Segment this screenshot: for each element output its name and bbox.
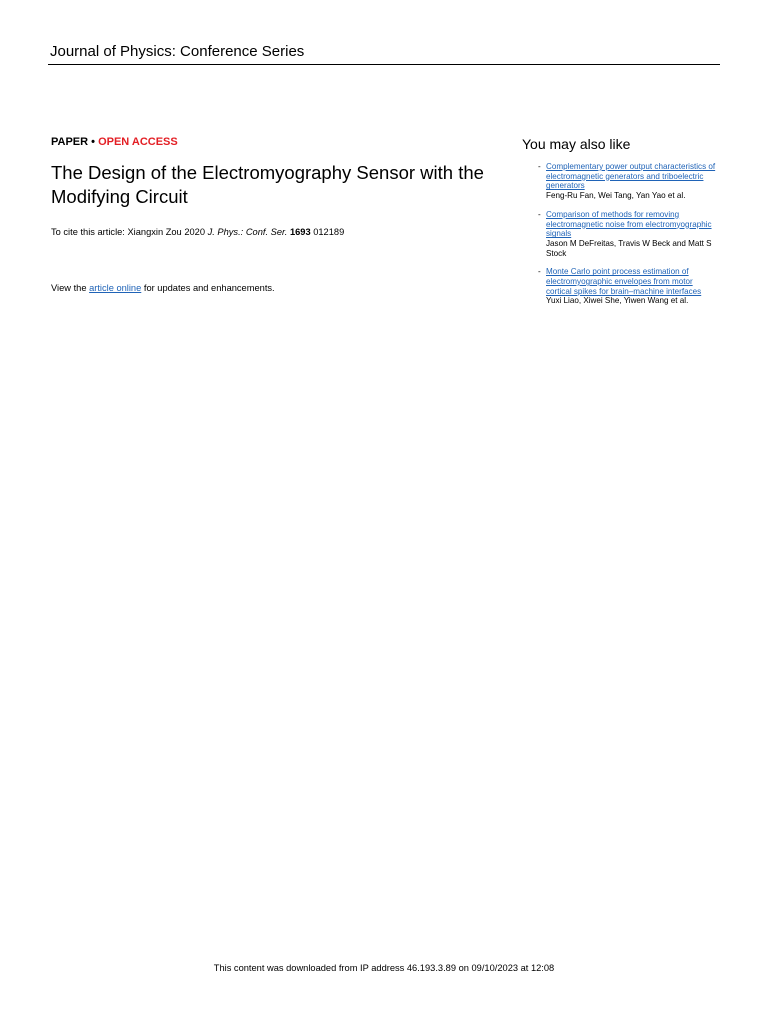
list-dash: - bbox=[538, 209, 541, 219]
article-label bbox=[51, 136, 178, 149]
related-item-title-link[interactable]: Complementary power output characteristics of electromagnetic generators and triboelectric generators bbox=[546, 162, 716, 191]
citation-article-number: 012189 bbox=[313, 227, 345, 237]
related-item bbox=[537, 267, 717, 306]
list-dash: - bbox=[538, 267, 541, 277]
citation-volume: 1693 bbox=[289, 227, 311, 237]
paper-type-label: PAPER bbox=[51, 136, 89, 148]
journal-name: Journal of Physics: Conference Series bbox=[50, 43, 305, 60]
list-dash: - bbox=[538, 162, 541, 171]
related-item-authors: Feng-Ru Fan, Wei Tang, Yan Yao et al. bbox=[546, 191, 686, 201]
download-note: This content was downloaded from IP address 46.193.3.89 on 09/10/2023 at 12:08 bbox=[213, 963, 555, 973]
related-item-authors: Jason M DeFreitas, Travis W Beck and Matt S Stock bbox=[546, 238, 712, 258]
view-prefix: View the bbox=[51, 283, 90, 293]
related-list bbox=[537, 162, 717, 315]
related-item-authors: Yuxi Liao, Xiwei She, Yiwen Wang et al. bbox=[546, 296, 689, 306]
article-title: The Design of the Electromyography Sensor with the Modifying Circuit bbox=[51, 162, 484, 207]
citation-journal: J. Phys.: Conf. Ser. bbox=[207, 227, 288, 237]
article-online-link[interactable]: article online bbox=[89, 283, 142, 293]
citation bbox=[51, 226, 344, 238]
open-access-badge: OPEN ACCESS bbox=[98, 136, 178, 148]
citation-prefix: To cite this article: Xiangxin Zou 2020 bbox=[51, 227, 208, 237]
related-item-title-link[interactable]: Monte Carlo point process estimation of electromyographic envelopes from motor cortical spikes for brain–machine interfaces bbox=[546, 267, 702, 296]
related-item-title-link[interactable]: Comparison of methods for removing electromagnetic noise from electromyographic signals bbox=[546, 209, 712, 239]
journal-header bbox=[48, 42, 720, 65]
related-item bbox=[537, 162, 717, 201]
view-suffix: for updates and enhancements. bbox=[141, 283, 275, 293]
view-online-line bbox=[51, 282, 275, 294]
label-separator: • bbox=[88, 136, 99, 148]
related-item bbox=[537, 210, 717, 259]
related-heading: You may also like bbox=[522, 136, 631, 152]
